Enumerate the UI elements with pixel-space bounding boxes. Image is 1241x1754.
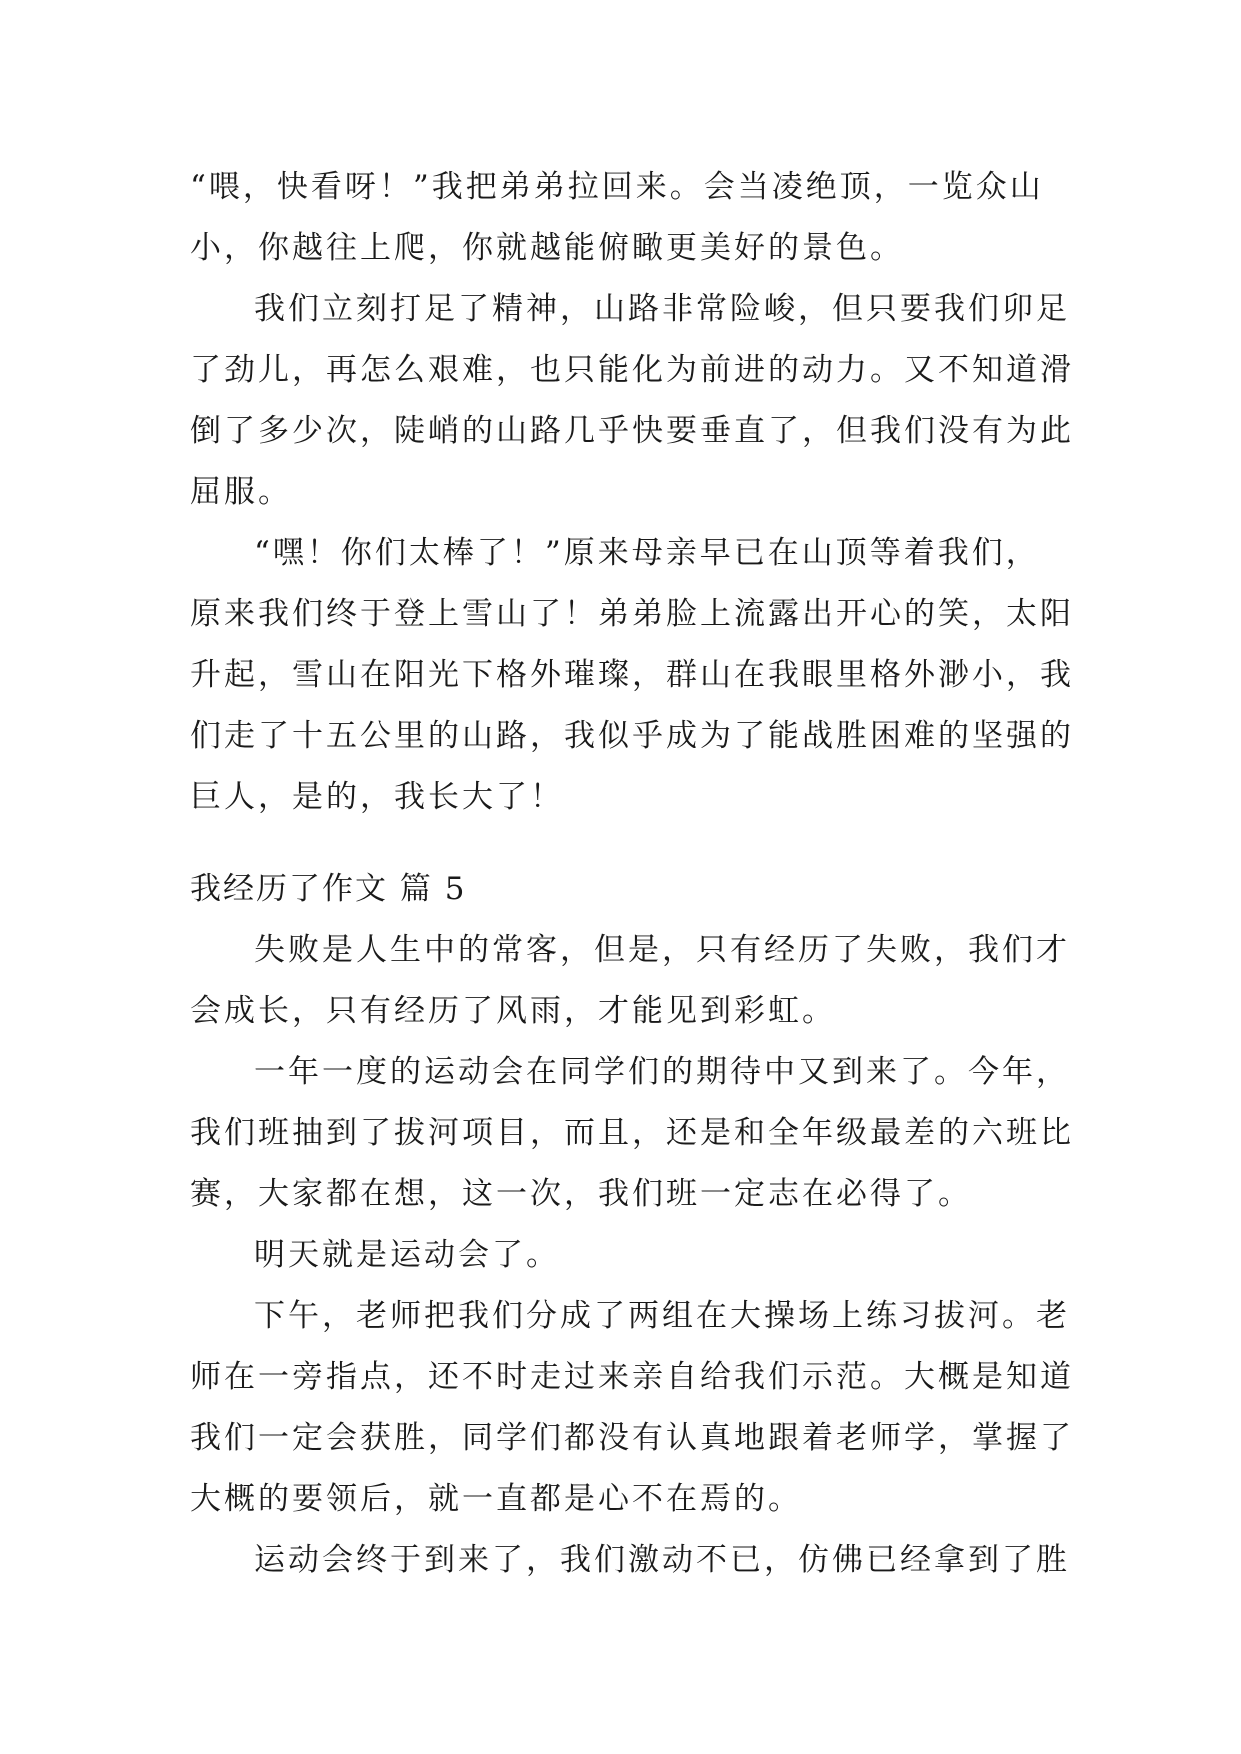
- paragraph-line: 原来我们终于登上雪山了！弟弟脸上流露出开心的笑，太阳: [190, 596, 1074, 632]
- paragraph-line: 一年一度的运动会在同学们的期待中又到来了。今年，: [254, 1054, 1070, 1090]
- paragraph-line: 大概的要领后，就一直都是心不在焉的。: [190, 1481, 802, 1517]
- paragraph-line: 小，你越往上爬，你就越能俯瞰更美好的景色。: [190, 230, 904, 266]
- paragraph-line: 明天就是运动会了。: [254, 1237, 560, 1273]
- paragraph-line: 屈服。: [190, 474, 292, 510]
- paragraph-line: 运动会终于到来了，我们激动不已，仿佛已经拿到了胜: [254, 1542, 1070, 1578]
- paragraph-line: “嘿！你们太棒了！”原来母亲早已在山顶等着我们，: [254, 535, 1040, 571]
- paragraph-line: 师在一旁指点，还不时走过来亲自给我们示范。大概是知道: [190, 1359, 1074, 1395]
- paragraph-line: 倒了多少次，陡峭的山路几乎快要垂直了，但我们没有为此: [190, 413, 1074, 449]
- paragraph-line: 我们班抽到了拔河项目，而且，还是和全年级最差的六班比: [190, 1115, 1074, 1151]
- paragraph-line: 下午，老师把我们分成了两组在大操场上练习拔河。老: [254, 1298, 1070, 1334]
- section-heading: 我经历了作文 篇 5: [190, 871, 467, 907]
- paragraph-line: 我们一定会获胜，同学们都没有认真地跟着老师学，掌握了: [190, 1420, 1074, 1456]
- paragraph-line: 会成长，只有经历了风雨，才能见到彩虹。: [190, 993, 836, 1029]
- paragraph-line: 赛，大家都在想，这一次，我们班一定志在必得了。: [190, 1176, 972, 1212]
- paragraph-line: 升起，雪山在阳光下格外璀璨，群山在我眼里格外渺小，我: [190, 657, 1074, 693]
- paragraph-line: 了劲儿，再怎么艰难，也只能化为前进的动力。又不知道滑: [190, 352, 1074, 388]
- paragraph-line: 们走了十五公里的山路，我似乎成为了能战胜困难的坚强的: [190, 718, 1074, 754]
- paragraph-line: 我们立刻打足了精神，山路非常险峻，但只要我们卯足: [254, 291, 1070, 327]
- paragraph-line: 巨人，是的，我长大了！: [190, 779, 564, 815]
- paragraph-line: “喂，快看呀！”我把弟弟拉回来。会当凌绝顶，一览众山: [190, 169, 1044, 205]
- paragraph-line: 失败是人生中的常客，但是，只有经历了失败，我们才: [254, 932, 1070, 968]
